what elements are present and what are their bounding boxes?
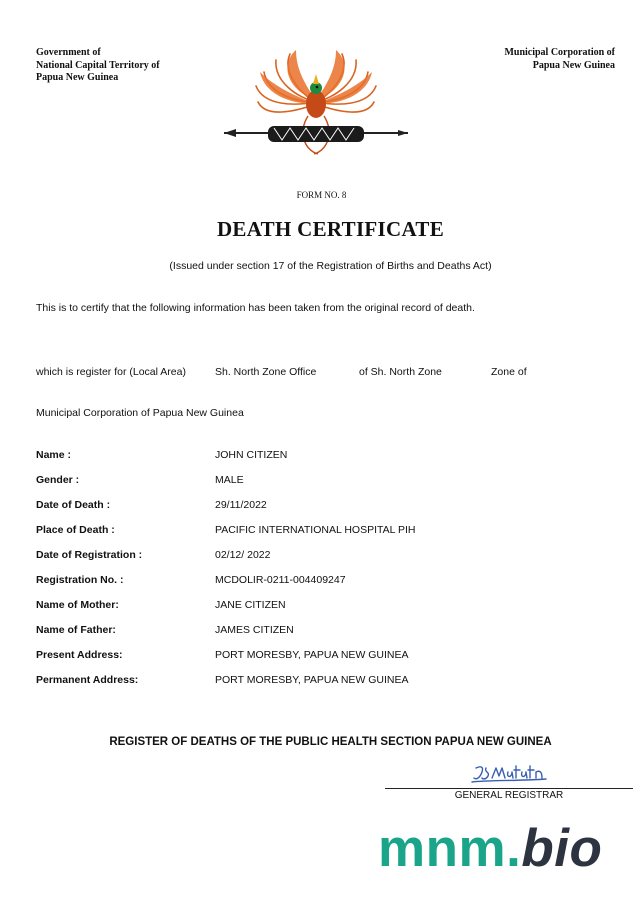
certify-statement: This is to certify that the following information has been taken from the original record of death. [36, 302, 475, 314]
registrar-label: GENERAL REGISTRAR [454, 790, 564, 801]
field-row [36, 523, 596, 548]
field-value: MCDOLIR-0211-004409247 [215, 574, 346, 586]
field-label: Permanent Address: [36, 674, 139, 686]
field-label: Date of Death : [36, 499, 111, 511]
field-label: Name of Mother: [36, 599, 119, 611]
field-label: Name of Father: [36, 624, 116, 636]
issuer-line: Government of [36, 47, 101, 58]
issuer-municipal [504, 47, 615, 72]
watermark-logo [378, 814, 602, 884]
field-label: Date of Registration : [36, 549, 143, 561]
municipal-line: Municipal Corporation of Papua New Guinea [36, 407, 244, 419]
field-label: Present Address: [36, 649, 123, 661]
certificate-title: DEATH CERTIFICATE [216, 217, 445, 241]
field-value: 02/12/ 2022 [215, 549, 271, 561]
watermark-part: bio [521, 819, 603, 878]
field-value: JOHN CITIZEN [215, 449, 288, 461]
field-row [36, 673, 596, 698]
local-area-zone-of: Zone of [491, 366, 527, 378]
field-value: PORT MORESBY, PAPUA NEW GUINEA [215, 674, 409, 686]
certificate-fields [36, 448, 596, 698]
field-row [36, 573, 596, 598]
local-area-office: Sh. North Zone Office [215, 366, 317, 378]
field-label: Name : [36, 449, 72, 461]
signature-line [385, 788, 633, 789]
field-value: PACIFIC INTERNATIONAL HOSPITAL PIH [215, 524, 416, 536]
field-label: Gender : [36, 474, 80, 486]
field-row [36, 498, 596, 523]
issuer-line: Papua New Guinea [36, 72, 119, 83]
field-value: JAMES CITIZEN [215, 624, 294, 636]
field-row [36, 623, 596, 648]
field-label: Registration No. : [36, 574, 124, 586]
certificate-subtitle: (Issued under section 17 of the Registration of Births and Deaths Act) [169, 260, 492, 272]
field-row [36, 648, 596, 673]
field-value: 29/11/2022 [215, 499, 267, 511]
local-area-prefix: which is register for (Local Area) [36, 366, 186, 378]
field-row [36, 548, 596, 573]
issuer-line: Papua New Guinea [532, 59, 615, 71]
field-value: PORT MORESBY, PAPUA NEW GUINEA [215, 649, 409, 661]
png-emblem-icon [220, 42, 412, 170]
issuer-government [36, 47, 160, 85]
watermark-part: mnm. [378, 819, 522, 878]
field-row [36, 473, 596, 498]
field-value: MALE [215, 474, 244, 486]
field-value: JANE CITIZEN [215, 599, 286, 611]
field-row [36, 448, 596, 473]
field-label: Place of Death : [36, 524, 115, 536]
registrar-signature-icon [470, 760, 550, 786]
form-number: FORM NO. 8 [296, 190, 347, 200]
register-footer: REGISTER OF DEATHS OF THE PUBLIC HEALTH SECTION PAPUA NEW GUINEA [109, 736, 552, 748]
issuer-line: National Capital Territory of [36, 59, 160, 71]
field-row [36, 598, 596, 623]
local-area-zone: of Sh. North Zone [359, 366, 442, 378]
issuer-line: Municipal Corporation of [504, 47, 615, 58]
